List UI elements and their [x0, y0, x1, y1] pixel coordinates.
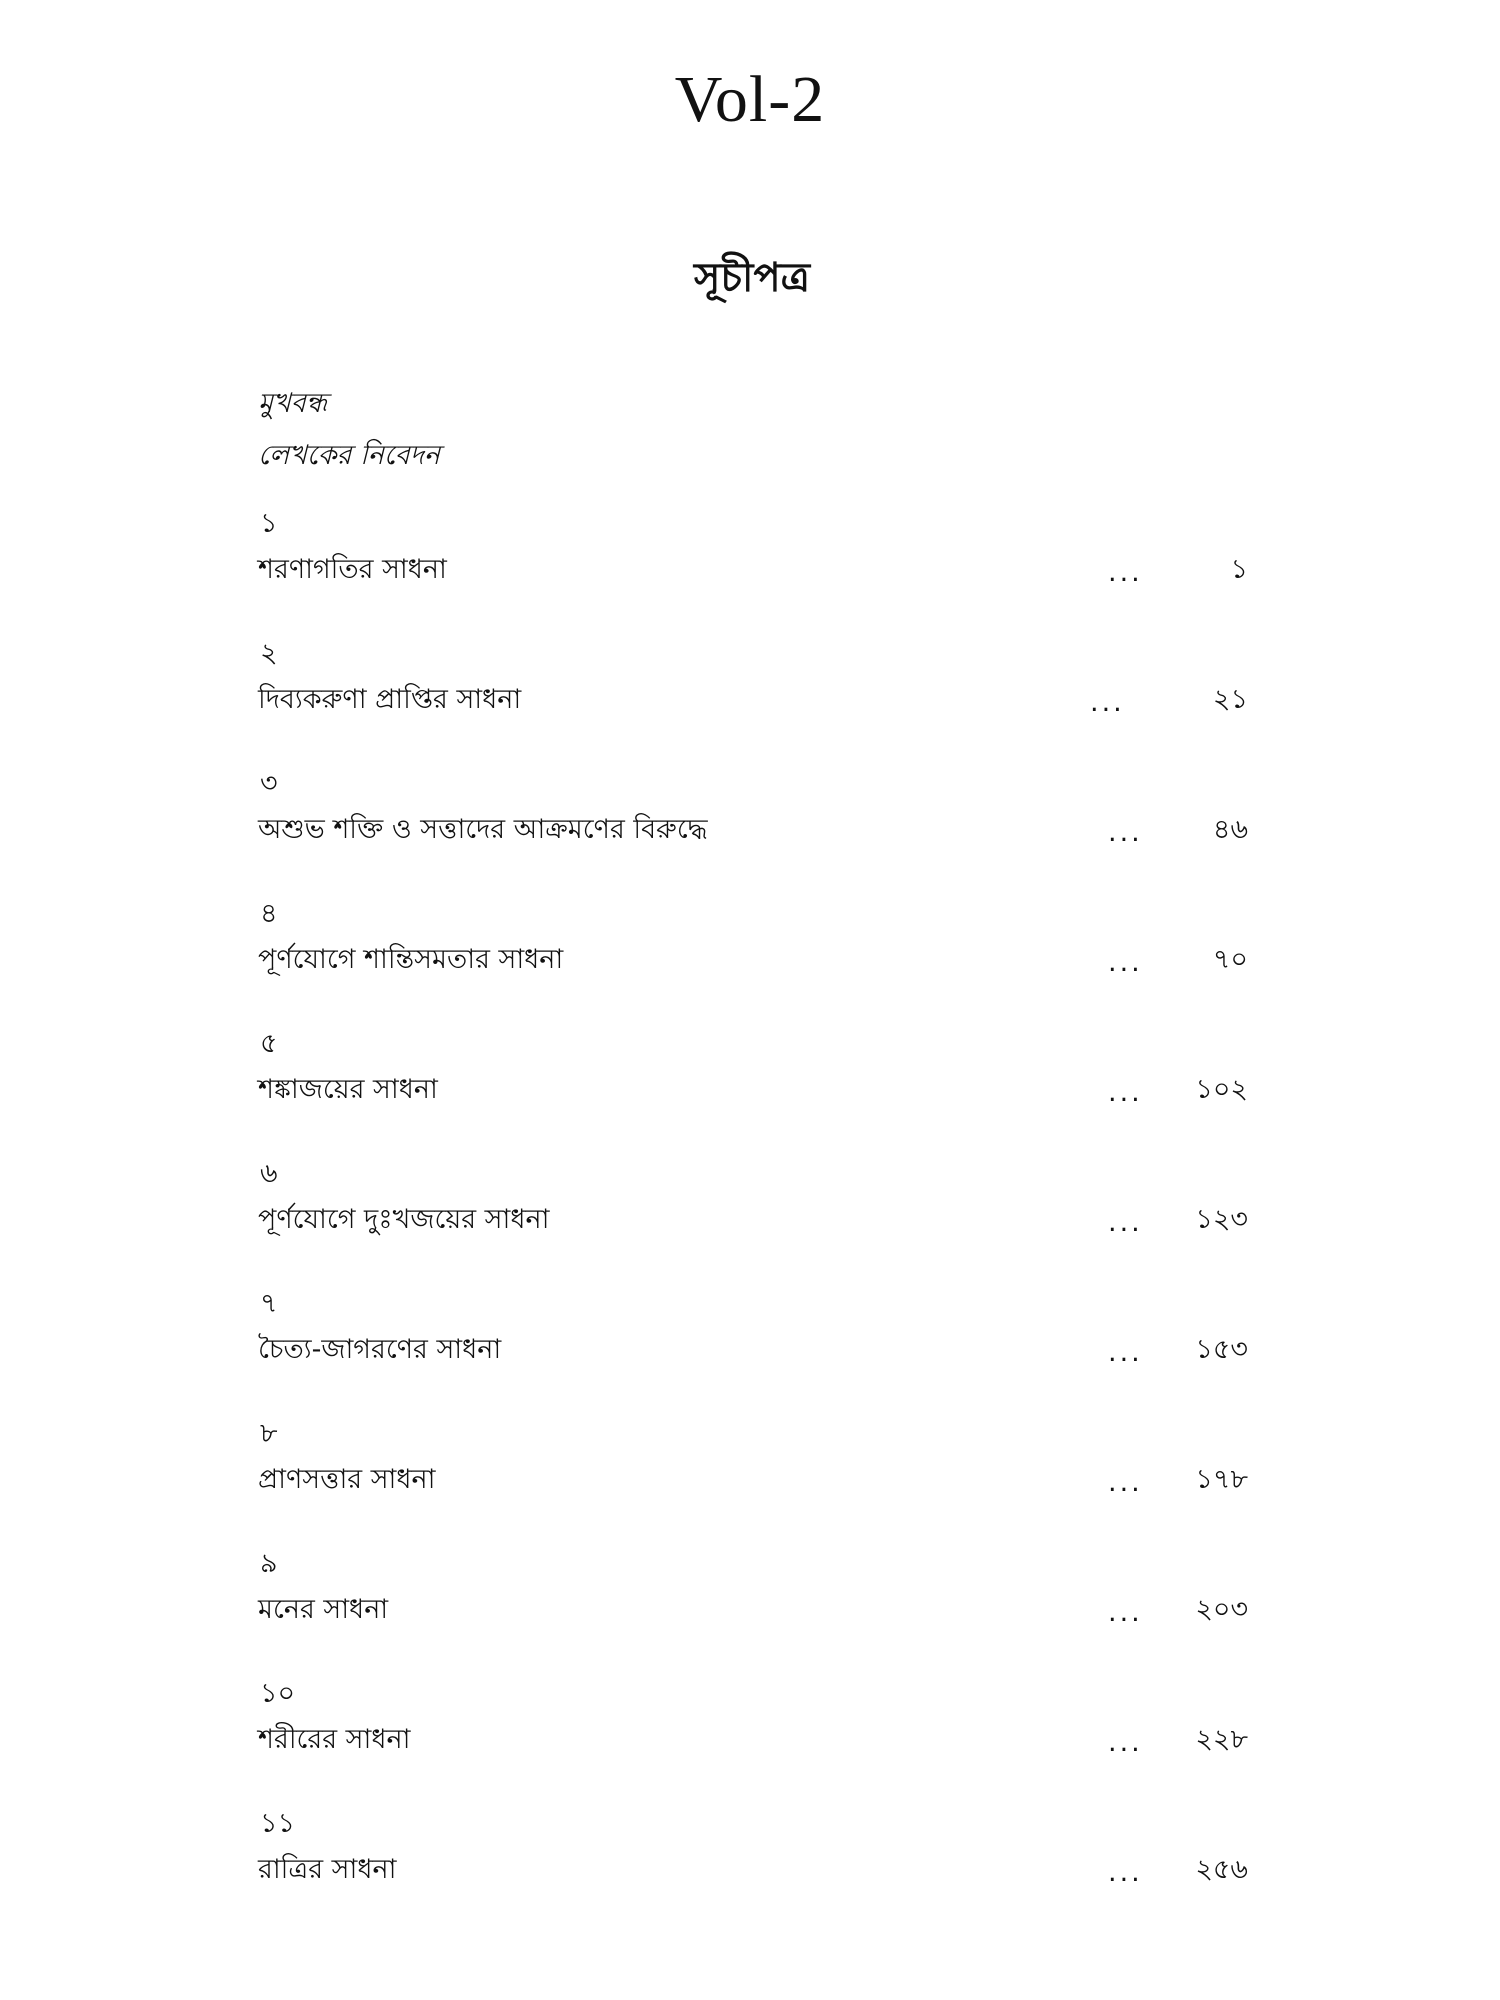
dot-leader: ... [1108, 1077, 1143, 1108]
toc-entry-11[interactable] [258, 1804, 1258, 1934]
contents-heading: সূচীপত্র [694, 255, 810, 301]
chapter-title[interactable]: মনের সাধনা [258, 1594, 389, 1625]
chapter-number: ১ [260, 508, 278, 539]
page-number: ২৫৬ [1195, 1854, 1248, 1885]
dot-leader: ... [1108, 1467, 1143, 1498]
chapter-number: ৪ [260, 898, 278, 929]
chapter-title[interactable]: পূর্ণযোগে দুঃখজয়ের সাধনা [258, 1204, 550, 1235]
toc-entry-4[interactable] [258, 894, 1258, 1024]
chapter-number: ৮ [260, 1418, 278, 1449]
chapter-title[interactable]: পূর্ণযোগে শান্তিসমতার সাধনা [258, 944, 564, 975]
chapter-title[interactable]: চৈত্য-জাগরণের সাধনা [258, 1334, 502, 1365]
chapter-title[interactable]: শরণাগতির সাধনা [258, 554, 447, 585]
chapter-title[interactable]: দিব্যকরুণা প্রাপ্তির সাধনা [258, 684, 522, 715]
front-matter-item-preface[interactable]: মুখবন্ধ [258, 388, 328, 419]
chapter-title[interactable]: রাত্রির সাধনা [258, 1854, 397, 1885]
dot-leader: ... [1108, 947, 1143, 978]
chapter-title[interactable]: প্রাণসত্তার সাধনা [258, 1464, 436, 1495]
toc-entry-5[interactable] [258, 1024, 1258, 1154]
page-number: ১ [1230, 554, 1248, 585]
toc-entry-6[interactable] [258, 1154, 1258, 1284]
chapter-title[interactable]: শঙ্কাজয়ের সাধনা [258, 1074, 438, 1105]
chapter-title[interactable]: অশুভ শক্তি ও সত্তাদের আক্রমণের বিরুদ্ধে [258, 814, 708, 845]
dot-leader: ... [1108, 557, 1143, 588]
dot-leader: ... [1108, 1857, 1143, 1888]
dot-leader: ... [1108, 1337, 1143, 1368]
chapter-number: ৭ [260, 1288, 278, 1319]
toc-entry-10[interactable] [258, 1674, 1258, 1804]
toc-entry-3[interactable] [258, 764, 1258, 894]
page-number: ২২৮ [1195, 1724, 1248, 1755]
page-number: ১২৩ [1195, 1204, 1248, 1235]
chapter-number: ৬ [260, 1158, 278, 1189]
chapter-title[interactable]: শরীরের সাধনা [258, 1724, 411, 1755]
toc-entry-1[interactable] [258, 504, 1258, 634]
dot-leader: ... [1108, 817, 1143, 848]
dot-leader: ... [1108, 1727, 1143, 1758]
page-number: ১৫৩ [1195, 1334, 1248, 1365]
front-matter-list [258, 384, 958, 488]
page-number: ৪৬ [1212, 814, 1248, 845]
dot-leader: ... [1108, 1207, 1143, 1238]
page-number: ১৭৮ [1195, 1464, 1248, 1495]
chapter-number: ৩ [260, 768, 278, 799]
chapter-number: ৯ [260, 1548, 278, 1579]
toc-entry-7[interactable] [258, 1284, 1258, 1414]
chapter-number: ১১ [260, 1808, 296, 1839]
chapter-number: ৫ [260, 1028, 278, 1059]
table-of-contents [258, 504, 1258, 1934]
page-number: ২০৩ [1195, 1594, 1248, 1625]
toc-entry-9[interactable] [258, 1544, 1258, 1674]
page-number: ৭০ [1212, 944, 1248, 975]
page-number: ২১ [1212, 684, 1248, 715]
volume-title: Vol-2 [674, 63, 826, 136]
dot-leader: ... [1090, 687, 1125, 718]
toc-entry-8[interactable] [258, 1414, 1258, 1544]
chapter-number: ১০ [260, 1678, 296, 1709]
dot-leader: ... [1108, 1597, 1143, 1628]
chapter-number: ২ [260, 638, 278, 669]
page-number: ১০২ [1195, 1074, 1248, 1105]
toc-entry-2[interactable] [258, 634, 1258, 764]
front-matter-item-author-note[interactable]: লেখকের নিবেদন [258, 440, 440, 471]
